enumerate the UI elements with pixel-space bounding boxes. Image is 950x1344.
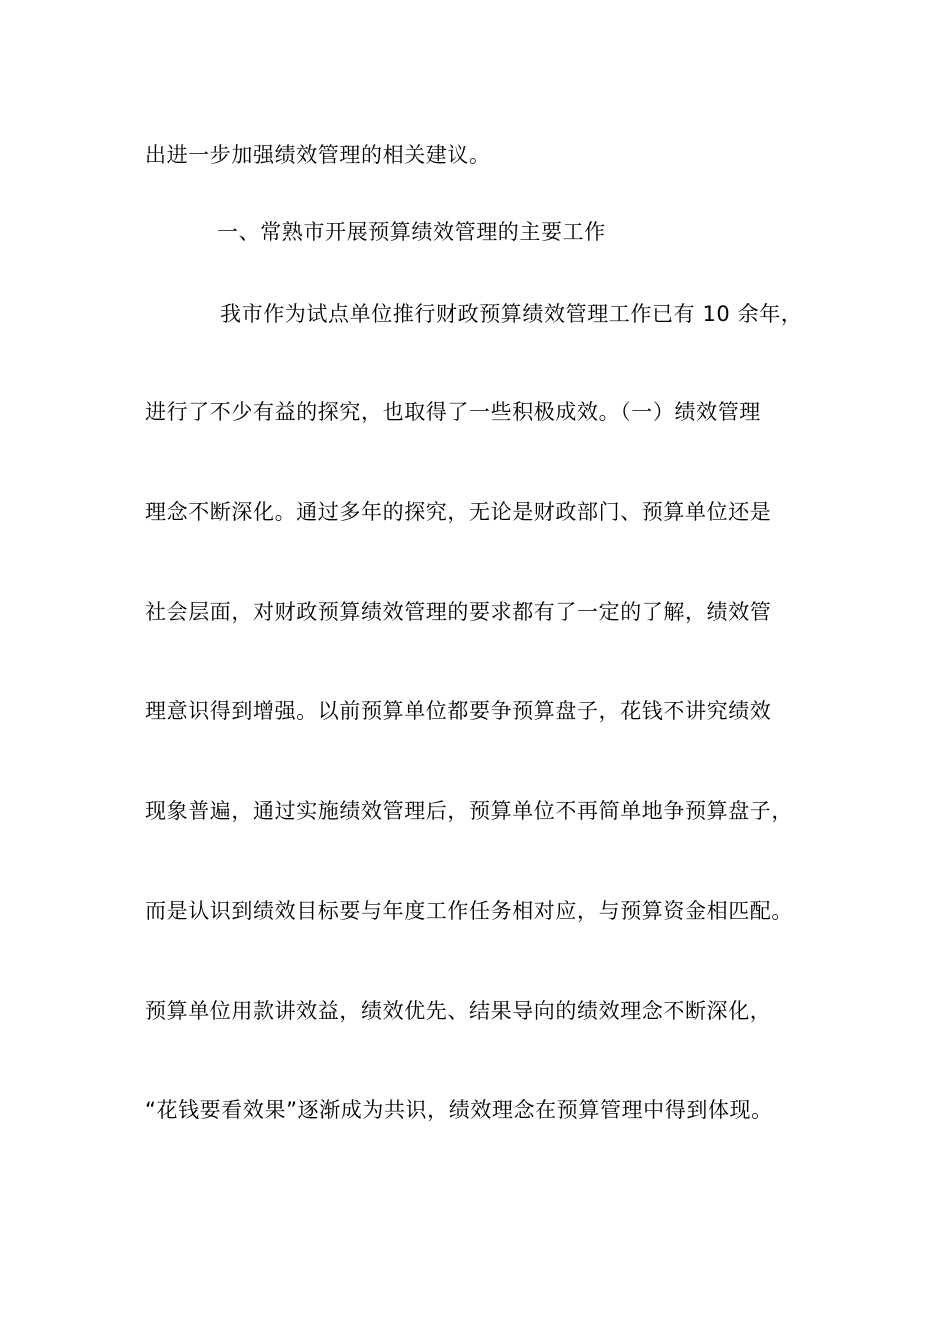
paragraph-line-3: 理念不断深化。通过多年的探究，无论是财政部门、预算单位还是: [145, 500, 772, 524]
paragraph-line-5: 理意识得到增强。以前预算单位都要争预算盘子，花钱不讲究绩效: [145, 699, 772, 723]
paragraph-line-8: 预算单位用款讲效益，绩效优先、结果导向的绩效理念不断深化，: [145, 999, 772, 1023]
paragraph-line-2: 进行了不少有益的探究，也取得了一些积极成效。（一）绩效管理: [145, 400, 761, 424]
paragraph-line-4: 社会层面，对财政预算绩效管理的要求都有了一定的了解，绩效管: [145, 600, 772, 624]
text-line-1: 出进一步加强绩效管理的相关建议。: [145, 143, 491, 167]
paragraph-line-1: 我市作为试点单位推行财政预算绩效管理工作已有 10 余年，: [220, 302, 803, 326]
paragraph-line-6: 现象普遍，通过实施绩效管理后，预算单位不再简单地争预算盘子，: [145, 799, 793, 823]
paragraph-line-7: 而是认识到绩效目标要与年度工作任务相对应，与预算资金相匹配。: [145, 899, 793, 923]
paragraph-line-9: “花钱要看效果”逐渐成为共识，绩效理念在预算管理中得到体现。: [145, 1098, 773, 1122]
section-heading: 一、常熟市开展预算绩效管理的主要工作: [217, 220, 606, 244]
